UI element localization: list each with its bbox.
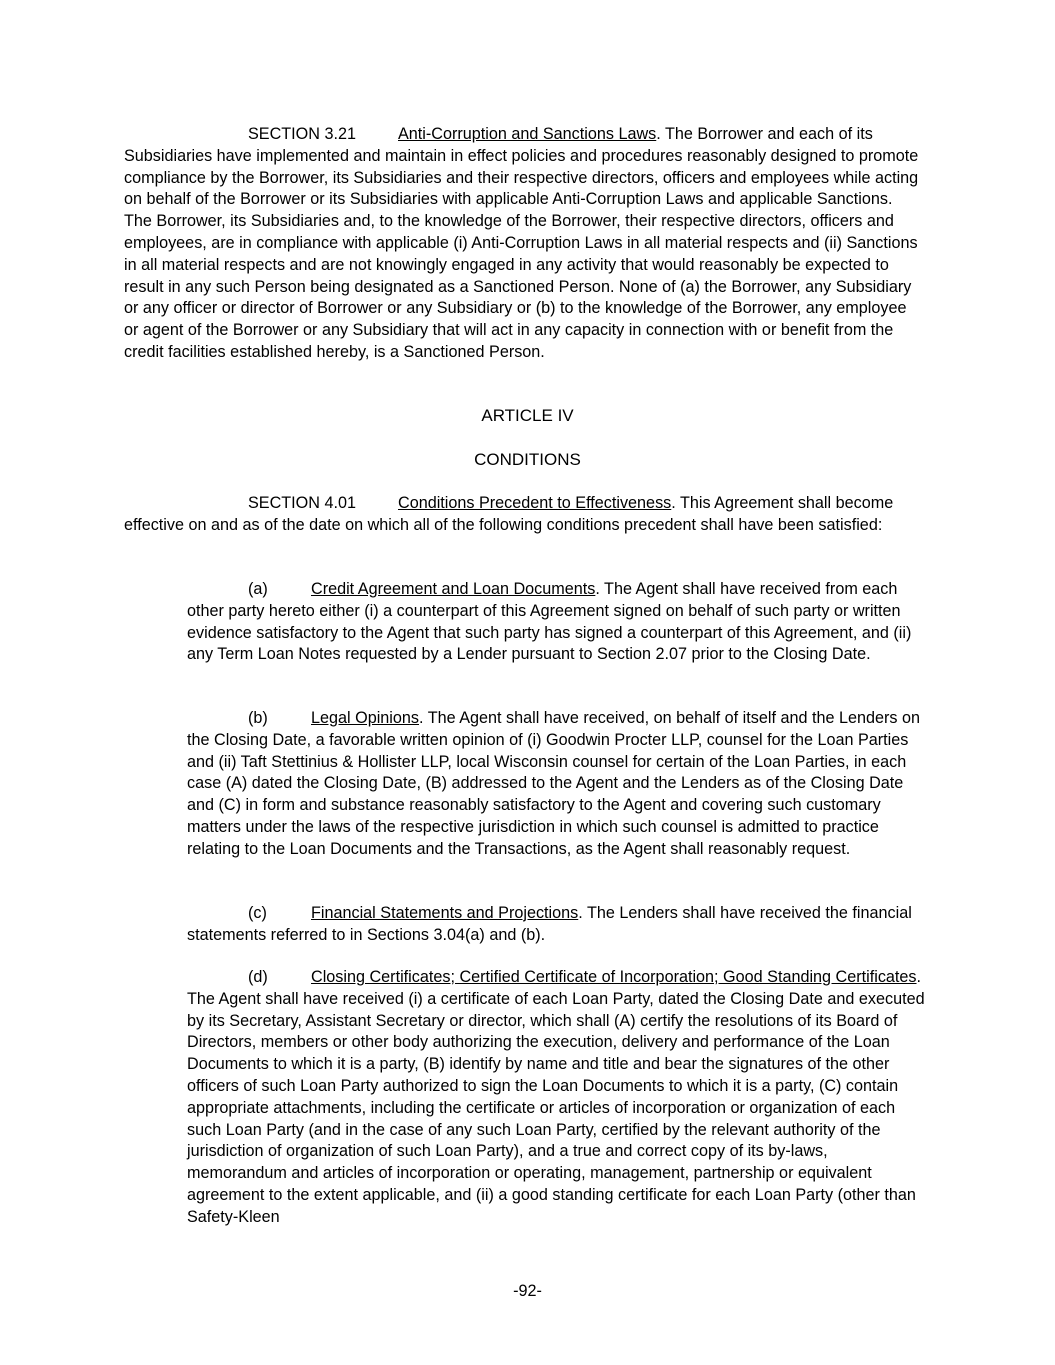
item-a-body: . The Agent shall have received from each other party hereto either (i) a counterpart of this Agreement signed on behalf of such party or written evidence satisfactory to the Agent that such party has signed a counterpart of this Agreement, and (ii) any Term Loan Notes requested by a Lender pursuant to Section 2.07 prior to the Closing Date. bbox=[187, 580, 912, 664]
item-b-label: (b) bbox=[248, 709, 268, 727]
section-4-01-body: . This Agreement shall become effective on and as of the date on which all of the following conditions precedent shall have been satisfied: bbox=[124, 494, 894, 534]
item-a-paragraph bbox=[187, 579, 927, 666]
item-c-title: Financial Statements and Projections bbox=[311, 904, 579, 922]
section-3-21-body: . The Borrower and each of its Subsidiaries have implemented and maintain in effect policies and procedures reasonably designed to promote compliance by the Borrower, its Subsidiaries and their respective directors, officers and employees while acting on behalf of the Borrower or its Subsidiaries with applicable Anti-Corruption Laws and applicable Sanctions. The Borrower, its Subsidiaries and, to the knowledge of the Borrower, their respective directors, officers and employees, are in compliance with applicable (i) Anti-Corruption Laws in all material respects and (ii) Sanctions in all material respects and are not knowingly engaged in any activity that would reasonably be expected to result in any such Person being designated as a Sanctioned Person. None of (a) the Borrower, any Subsidiary or any officer or director of Borrower or any Subsidiary or (b) to the knowledge of the Borrower, any employee or agent of the Borrower or any Subsidiary that will act in any capacity in connection with or benefit from the credit facilities established hereby, is a Sanctioned Person. bbox=[124, 125, 919, 361]
section-3-21-paragraph bbox=[124, 124, 924, 364]
item-b-body: . The Agent shall have received, on behalf of itself and the Lenders on the Closing Date, a favorable written opinion of (i) Goodwin Procter LLP, counsel for the Loan Parties and (ii) Taft Stettinius & Hollister LLP, local Wisconsin counsel for certain of the Loan Parties, in each case (A) dated the Closing Date, (B) addressed to the Agent and the Lenders as of the Closing Date and (C) in form and substance reasonably satisfactory to the Agent and covering such customary matters under the laws of the respective jurisdiction in which such counsel is admitted to practice relating to the Loan Documents and the Transactions, as the Agent shall reasonably request. bbox=[187, 709, 920, 858]
section-4-01-title: Conditions Precedent to Effectiveness bbox=[398, 494, 672, 512]
item-b-title: Legal Opinions bbox=[311, 709, 419, 727]
article-title: CONDITIONS bbox=[474, 450, 581, 469]
item-c-label: (c) bbox=[248, 904, 267, 922]
item-b-paragraph bbox=[187, 708, 927, 861]
item-c-body: . The Lenders shall have received the financial statements referred to in Sections 3.04(a) and (b). bbox=[187, 904, 912, 944]
item-d-title: Closing Certificates; Certified Certificate of Incorporation; Good Standing Certificates bbox=[311, 968, 917, 986]
item-a-title: Credit Agreement and Loan Documents bbox=[311, 580, 596, 598]
item-d-label: (d) bbox=[248, 968, 268, 986]
item-d-paragraph bbox=[187, 967, 927, 1229]
item-a-label: (a) bbox=[248, 580, 268, 598]
section-3-21-title: Anti-Corruption and Sanctions Laws bbox=[398, 125, 657, 143]
item-d-body: . The Agent shall have received (i) a certificate of each Loan Party, dated the Closing Date and executed by its Secretary, Assistant Secretary or director, which shall (A) certify the resolutions of its Board of Directors, members or other body authorizing the execution, delivery and performance of the Loan Documents to which it is a party, (B) identify by name and title and bear the signatures of the other officers of such Loan Party authorized to sign the Loan Documents to which it is a party, (C) contain appropriate attachments, including the certificate or articles of incorporation or organization of each such Loan Party (and in the case of any such Loan Party, certified by the relevant authority of the jurisdiction of organization of such Loan Party), and a true and correct copy of its by-laws, memorandum and articles of incorporation or operating, management, partnership or equivalent agreement to the extent applicable, and (ii) a good standing certificate for each Loan Party (other than Safety-Kleen bbox=[187, 968, 925, 1226]
page-number: -92- bbox=[513, 1282, 542, 1300]
item-c-paragraph bbox=[187, 903, 927, 947]
section-3-21-number: SECTION 3.21 bbox=[248, 125, 356, 143]
section-4-01-paragraph bbox=[124, 493, 924, 537]
section-4-01-number: SECTION 4.01 bbox=[248, 494, 356, 512]
article-heading: ARTICLE IV bbox=[481, 406, 574, 425]
